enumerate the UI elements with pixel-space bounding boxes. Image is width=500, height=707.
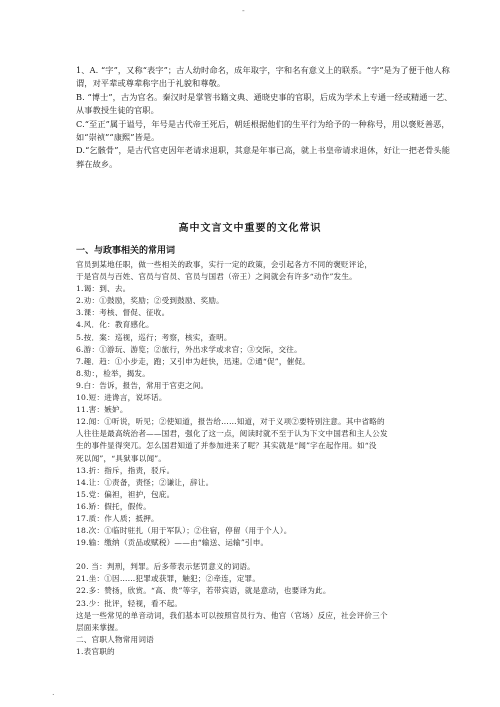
list-line: 1.表官职的	[76, 646, 115, 656]
list-line: 层面来掌握。	[76, 622, 123, 632]
list-line: 二、官职人物常用词语	[76, 634, 154, 644]
list-line: 5.按．案：巡视，巡行；考察，核实，查明。	[76, 332, 232, 342]
answer-option-c: C.“至正”属于谥号，年号是古代帝王死后，朝廷根据他们的生平行为给予的一种称号，用以褒贬善恶，如“崇祯”“康熙”皆是。	[76, 118, 450, 143]
section-heading: 一、与政事相关的常用词	[76, 246, 176, 256]
list-line: 3.课：考核、督促、征收。	[76, 308, 170, 318]
list-line: 于是官员与百姓、官员与官员、官员与国君（帝王）之间就会有许多“动作”发生。	[76, 272, 357, 282]
list-line: 生的事件显得突兀。怎么国君知道了并参加进来了呢？其实就是“闻”字在起作用。如“没	[76, 441, 377, 451]
list-line: 这是一些常见的单音动词，我们基本可以按照官员行为、他官（官场）反应，社会评价三个	[76, 610, 388, 620]
list-line: 1.谒：到、去。	[76, 284, 131, 294]
list-line: 2.劝：①鼓励，奖励；②受到鼓励、奖励。	[76, 296, 224, 306]
list-line: 6.游：①游玩、游览；②旅行，外出求学或求官；③交际，交往。	[76, 344, 302, 354]
vocabulary-list	[76, 259, 454, 658]
list-line: 8.劾：，检举，揭发。	[76, 368, 150, 378]
list-line: 21.坐：①因……犯罪或获罪，触犯；②牵连，定罪。	[76, 574, 261, 584]
answer-option-a: 1、A. “字”，又称“表字”；古人幼时命名，成年取字，字和名有意义上的联系。“字”是为了便于他人称谓，对平辈或尊辈称字出于礼貌和尊敬。	[76, 65, 450, 89]
list-line: 10.短：进谗言，说坏话。	[76, 393, 167, 403]
list-line: 13.折：指斥，指责，驳斥。	[76, 465, 175, 475]
list-line: 11.害：嫉妒。	[76, 405, 128, 415]
document-title: 高中文言文中重要的文化常识	[178, 223, 322, 234]
footer-mark: .	[52, 688, 55, 697]
list-line: 23.少：批评，轻视，看不起。	[76, 598, 183, 608]
list-line: 7.趣．趋：①小步走，跑；又引申为赶快，迅速。②通“促”，催促。	[76, 356, 311, 366]
list-line: 4.风．化：教育感化。	[76, 320, 154, 330]
list-line: 12.闻：①听说，听见；②使知道，报告给……知道，对于义项②要特别注意。其中省略的	[76, 417, 385, 427]
list-line: 20. 当：判刑，判罪。后多带表示惩罚意义的词语。	[76, 562, 255, 572]
answer-option-d: D.“乞骸骨”，是古代官吏因年老请求退职，其意是年事已高，就上书皇帝请求退休，好让一把老骨头能葬在故乡。	[76, 145, 451, 169]
list-line: 15.党：偏袒，袒护，包庇。	[76, 489, 175, 499]
list-line: 9.白：告诉，报告，常用于官吏之间。	[76, 380, 209, 390]
blank-gap	[76, 549, 454, 561]
list-line: 死以闻”，“具狱事以闻”。	[76, 453, 167, 463]
list-line: 19.输：缴纳（贡品或赋税）——由“输送、运输”引申。	[76, 538, 269, 548]
list-line: 18.次：①临时驻扎（用于军队）；②住宿，停留（用于个人）。	[76, 526, 292, 536]
list-line: 16.矫：假托，假传。	[76, 501, 152, 511]
list-line: 14.让：①责备，责怪；②谦让，辞让。	[76, 477, 214, 487]
list-line: 22.多：赞扬，欣赏。“高、贵”等字，若带宾语，就是意动，也要译为此。	[76, 586, 331, 596]
list-line: 人往往是最高统治者——国君，强化了这一点，阅读时就不至于认为下文中国君和主人公发	[76, 429, 388, 439]
answer-explanation	[76, 64, 454, 171]
list-line: 官员到某地任职，做一些相关的政事，实行一定的政策，会引起各方不同的褒贬评论，	[76, 260, 373, 269]
answer-option-b: B. “博士”，古为官名。秦汉时是掌管书籍文典、通晓史事的官职，后成为学术上专通一经或精通一艺、从事教授生徒的官职。	[76, 91, 453, 116]
list-line: 17.质：作人质；抵押。	[76, 513, 159, 523]
header-mark: -	[242, 6, 245, 15]
